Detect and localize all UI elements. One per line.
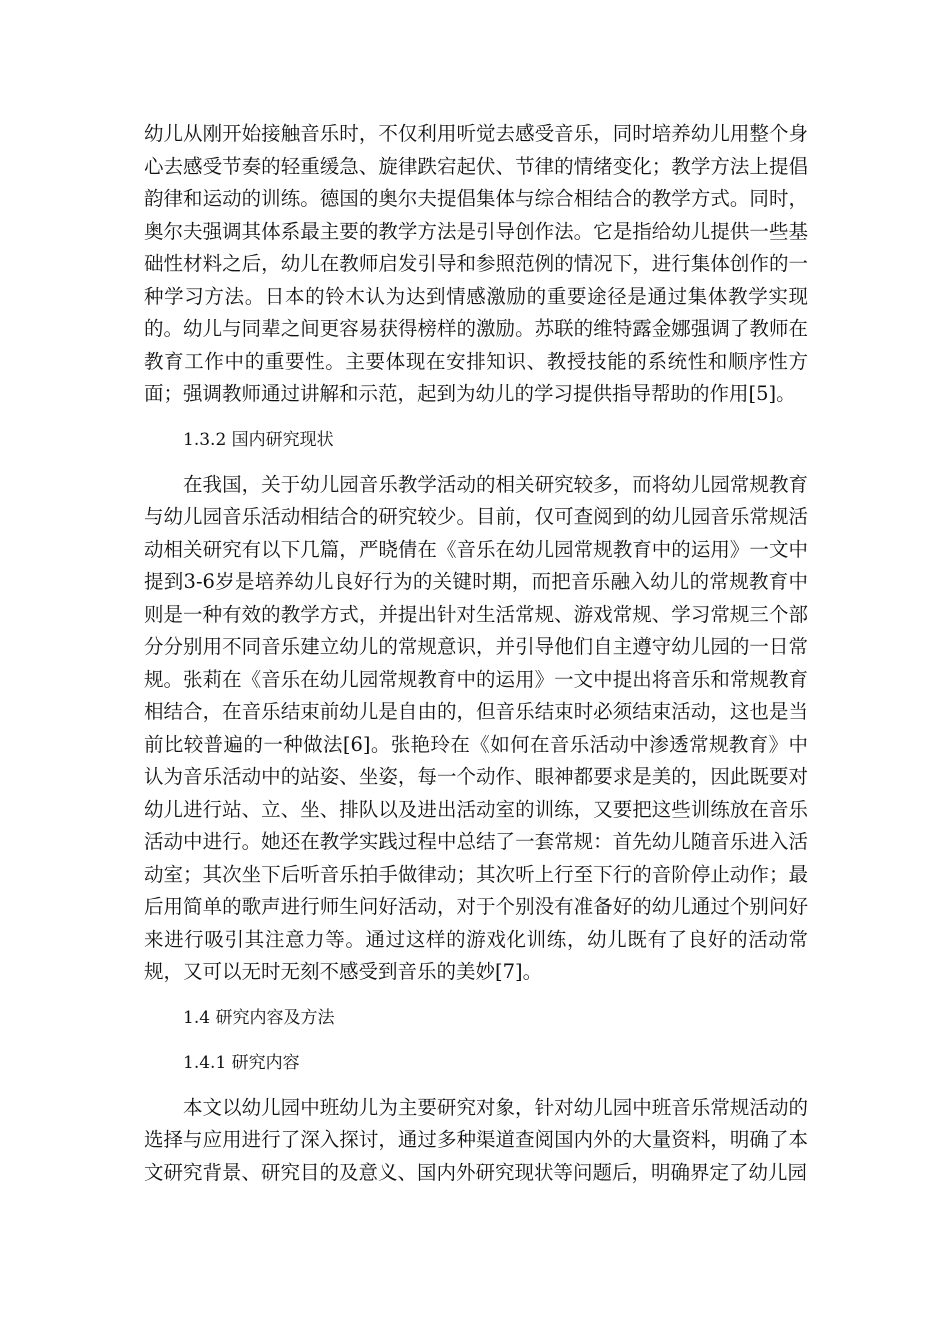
body-paragraph-research-content: 本文以幼儿园中班幼儿为主要研究对象，针对幼儿园中班音乐常规活动的选择与应用进行了深入探讨，通过多种渠道查阅国内外的大量资料，明确了本文研究背景、研究目的及意义、国内外研究现状等问题后，明确界定了幼儿园 — [144, 1095, 808, 1184]
body-paragraph-domestic-research: 在我国，关于幼儿园音乐教学活动的相关研究较多，而将幼儿园常规教育与幼儿园音乐活动相结合的研究较少。目前，仅可查阅到的幼儿园音乐常规活动相关研究有以下几篇，严晓倩在《音乐在幼儿园常规教育中的运用》一文中提到3-6岁是培养幼儿良好行为的关键时期，而把音乐融入幼儿的常规教育中则是一种有效的教学方式，并提出针对生活常规、游戏常规、学习常规三个部分分别用不同音乐建立幼儿的常规意识，并引导他们自主遵守幼儿园的一日常规。张莉在《音乐在幼儿园常规教育中的运用》一文中提出将音乐和常规教育相结合，在音乐结束前幼儿是自由的，但音乐结束时必须结束活动，这也是当前比较普遍的一种做法[6]。张艳玲在《如何在音乐活动中渗透常规教育》中认为音乐活动中的站姿、坐姿，每一个动作、眼神都要求是美的，因此既要对幼儿进行站、立、坐、排队以及进出活动室的训练，又要把这些训练放在音乐活动中进行。她还在教学实践过程中总结了一套常规：首先幼儿随音乐进入活动室；其次坐下后听音乐拍手做律动；其次听上行至下行的音阶停止动作；最后用简单的歌声进行师生问好活动，对于个别没有准备好的幼儿通过个别问好来进行吸引其注意力等。通过这样的游戏化训练，幼儿既有了良好的活动常规，又可以无时无刻不感受到音乐的美妙[7]。 — [144, 472, 808, 983]
section-heading-1-4: 1.4 研究内容及方法 — [183, 1007, 335, 1028]
document-body — [144, 118, 808, 1189]
body-paragraph-foreign-research: 幼儿从刚开始接触音乐时，不仅利用听觉去感受音乐，同时培养幼儿用整个身心去感受节奏的轻重缓急、旋律跌宕起伏、节律的情绪变化；教学方法上提倡韵律和运动的训练。德国的奥尔夫提倡集体与综合相结合的教学方式。同时，奥尔夫强调其体系最主要的教学方法是引导创作法。它是指给幼儿提供一些基础性材料之后，幼儿在教师启发引导和参照范例的情况下，进行集体创作的一种学习方法。日本的铃木认为达到情感激励的重要途径是通过集体教学实现的。幼儿与同辈之间更容易获得榜样的激励。苏联的维特露金娜强调了教师在教育工作中的重要性。主要体现在安排知识、教授技能的系统性和顺序性方面；强调教师通过讲解和示范，起到为幼儿的学习提供指导帮助的作用[5]。 — [144, 122, 808, 405]
section-heading-1-3-2: 1.3.2 国内研究现状 — [183, 429, 334, 450]
section-heading-1-4-1: 1.4.1 研究内容 — [183, 1052, 300, 1073]
